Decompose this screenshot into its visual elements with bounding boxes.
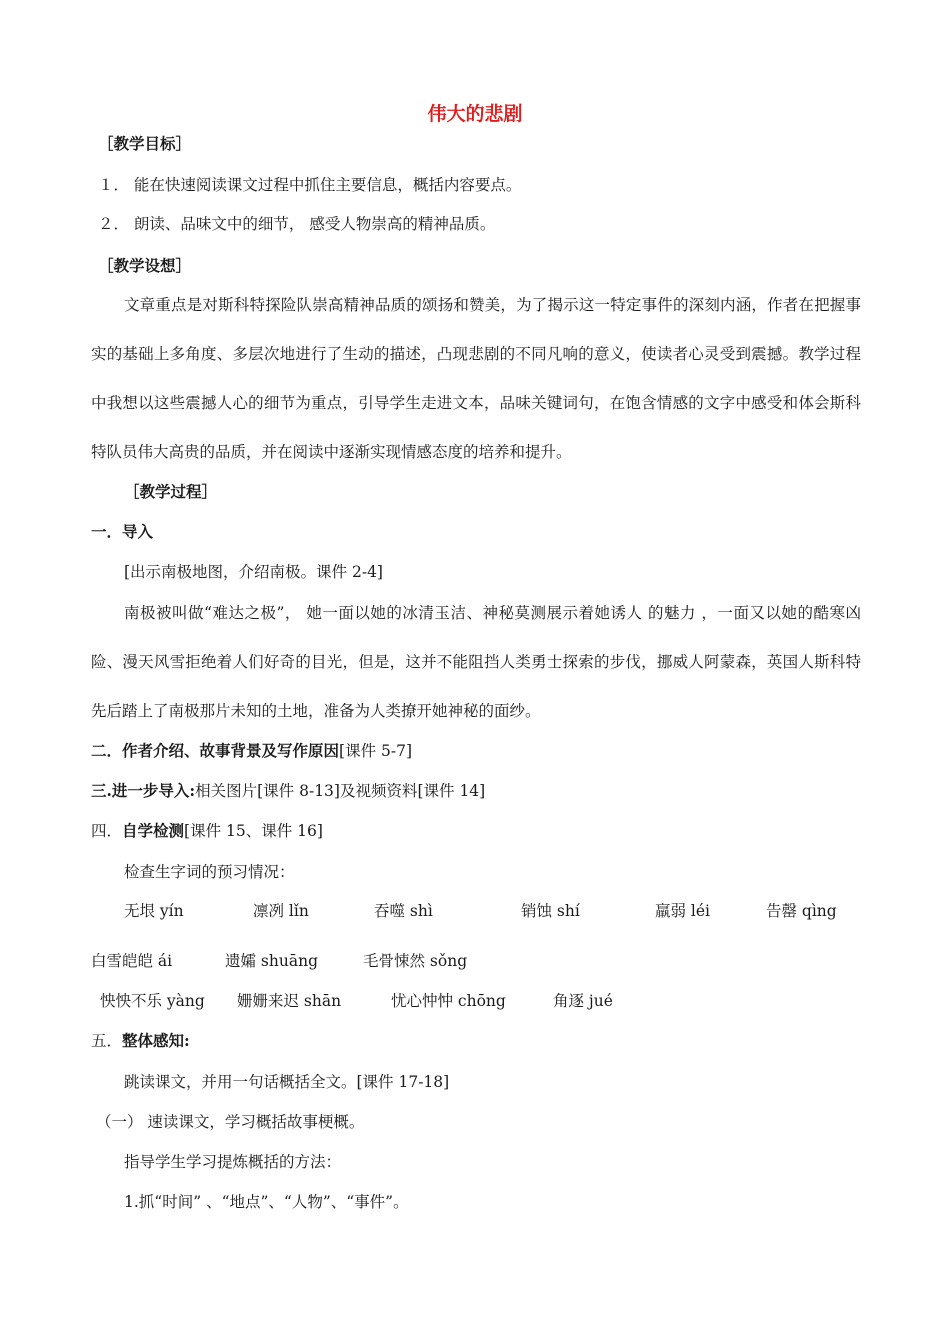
vocab-item: 白雪皑皑 ái <box>91 952 173 970</box>
vocab-item: 凛冽 lǐn <box>253 902 309 920</box>
section-4-check: 检查生字词的预习情况： <box>124 863 295 881</box>
section-3-label: 三.进一步导入: <box>91 781 196 800</box>
section-2 <box>91 741 412 761</box>
vocab-item: 遗孀 shuāng <box>225 952 318 970</box>
objectives-heading: ［教学目标］ <box>98 134 192 153</box>
section-4 <box>91 821 323 841</box>
vocab-item: 无垠 yín <box>124 902 184 920</box>
section-4-prefix: 四． <box>91 822 123 840</box>
section-5-note: 跳读课文，并用一句话概括全文。[课件 17-18] <box>124 1073 450 1091</box>
section-5-prefix: 五． <box>91 1032 123 1050</box>
process-heading: ［教学过程］ <box>124 482 218 501</box>
vocab-item: 毛骨悚然 sǒng <box>363 952 468 970</box>
vocab-item: 销蚀 shí <box>521 902 580 920</box>
section-5-label: 整体感知: <box>122 1031 190 1050</box>
section-2-label: 二．作者介绍、故事背景及写作原因 <box>91 741 340 760</box>
section-4-label: 自学检测 <box>122 821 185 840</box>
subsection-1: （一） 速读课文，学习概括故事梗概。 <box>96 1113 365 1131</box>
objective-item-2: ２． 朗读、品味文中的细节， 感受人物崇高的精神品质。 <box>98 215 496 233</box>
vocab-item: 角逐 jué <box>553 992 613 1010</box>
section-3 <box>91 781 485 801</box>
vocab-item: 告罄 qìng <box>766 902 837 920</box>
design-paragraph: 文章重点是对斯科特探险队崇高精神品质的颂扬和赞美，为了揭示这一特定事件的深刻内涵，作者在把握事实的基础上多角度、多层次地进行了生动的描述，凸现悲剧的不同凡响的意义，使读者心灵受到震撼。教学过程中我想以这些震撼人心的细节为重点，引导学生走进文本，品味关键词句，在饱含情感的文字中感受和体会斯科特队员伟大高贵的品质，并在阅读中逐渐实现情感态度的培养和提升。 <box>91 296 861 461</box>
vocab-item: 吞噬 shì <box>374 902 433 920</box>
objective-item-1: １． 能在快速阅读课文过程中抓住主要信息，概括内容要点。 <box>98 176 522 194</box>
vocab-item: 忧心忡忡 chōng <box>391 992 506 1010</box>
section-3-note: 相关图片[课件 8-13]及视频资料[课件 14] <box>195 782 486 800</box>
section-2-note: [课件 5-7] <box>339 742 412 760</box>
vocab-item: 羸弱 léi <box>655 902 711 920</box>
vocab-item: 姗姗来迟 shān <box>237 992 342 1010</box>
section-5 <box>91 1031 190 1051</box>
method-guide: 指导学生学习提炼概括的方法： <box>124 1153 342 1171</box>
section-1-paragraph: 南极被叫做“难达之极”， 她一面以她的冰清玉洁、神秘莫测展示着她诱人 的魅力 ，一面又以她的酷寒凶险、漫天风雪拒绝着人们好奇的目光，但是，这并不能阻挡人类勇士探索的步伐，挪威人阿蒙森，英国人斯科特先后踏上了南极那片未知的土地，准备为人类撩开她神秘的面纱。 <box>91 604 861 720</box>
design-heading: ［教学设想］ <box>98 256 192 275</box>
vocab-item: 怏怏不乐 yàng <box>100 992 205 1010</box>
method-1: 1.抓“时间” 、“地点”、“人物”、“事件”。 <box>124 1193 409 1211</box>
document-title: 伟大的悲剧 <box>427 103 523 125</box>
section-1-label: 一．导入 <box>91 522 154 541</box>
section-4-note: [课件 15、课件 16] <box>184 822 323 840</box>
section-1-note: [出示南极地图，介绍南极。课件 2-4] <box>124 563 383 581</box>
